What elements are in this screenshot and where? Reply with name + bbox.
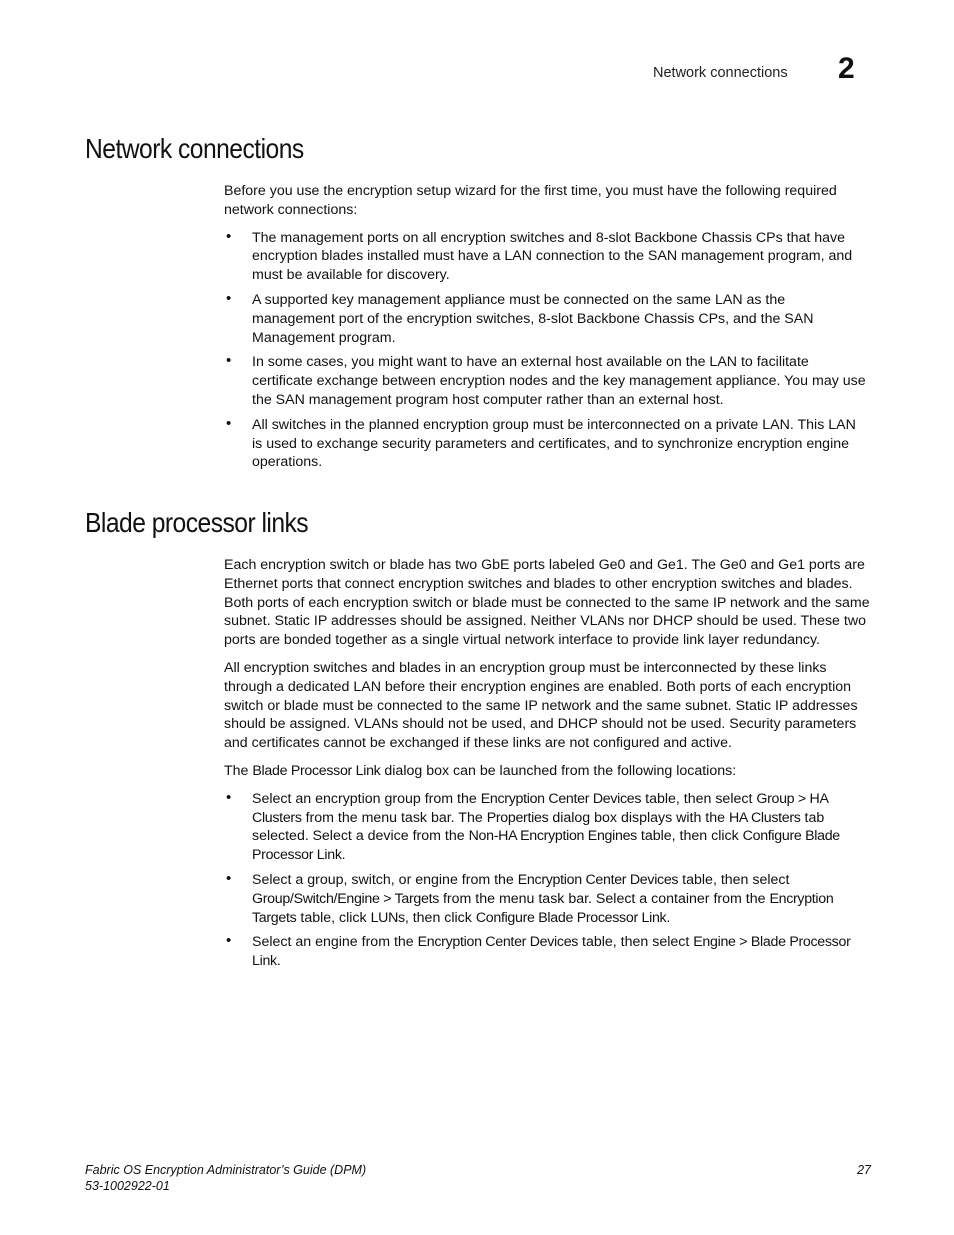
ui-term: Engine > Blade Processor Link bbox=[252, 934, 851, 970]
text: . bbox=[341, 847, 346, 864]
ui-term: Group > HA Clusters bbox=[252, 790, 828, 826]
list-item: • A supported key management appliance must be connected on the same LAN as the management port of the encryption switches, 8-slot Backbone Chassis CPs, and the SAN Management program. bbox=[224, 291, 870, 347]
paragraph: Each encryption switch or blade has two GbE ports labeled Ge0 and Ge1. The Ge0 and Ge1 ports are Ethernet ports that connect encryption switches and blades to other encryption switches and blades. Both ports of each encryption switch or blade must be connected to the same IP network and the same subnet. Static IP addresses should be assigned. Neither VLANs nor DHCP should be used. These two ports are bonded together as a single virtual network interface to provide link layer redundancy. bbox=[224, 557, 870, 649]
text: table, then select bbox=[641, 790, 757, 807]
paragraph: All encryption switches and blades in an encryption group must be interconnected by these links through a dedicated LAN before their encryption engines are enabled. Both ports of each encryption switch or blade must be connected to the same IP network and the same subnet. Static IP addresses should be assigned. VLANs should not be used, and DHCP should not be used. Security parameters and certificates cannot be exchanged if these links are not configured and active. bbox=[224, 659, 858, 752]
list-item bbox=[224, 933, 870, 971]
text: Select a device from the bbox=[308, 828, 469, 845]
locations-list bbox=[224, 790, 870, 971]
ui-term: . bbox=[304, 828, 309, 845]
paragraph bbox=[224, 762, 870, 781]
page-number: 27 bbox=[857, 1163, 871, 1177]
text: . bbox=[666, 909, 671, 926]
list-item: • In some cases, you might want to have an external host available on the LAN to facilitate certificate exchange between encryption nodes and the key management appliance. You may use the SAN management program host computer rather than an external host. bbox=[224, 353, 870, 409]
text: , then click bbox=[404, 909, 476, 926]
ui-term: Encryption Center Devices bbox=[480, 790, 642, 807]
ui-term: Encryption Center Devices bbox=[417, 934, 579, 951]
chapter-number: 2 bbox=[838, 52, 855, 85]
footer-doc-title: Fabric OS Encryption Administrator’s Guide (DPM) bbox=[85, 1163, 367, 1177]
text: table, then click bbox=[636, 828, 743, 845]
text: tab selected bbox=[252, 809, 825, 845]
ui-term: Configure Blade Processor Link bbox=[252, 828, 840, 864]
running-header-title: Network connections bbox=[653, 65, 788, 81]
text: Select an encryption group from the bbox=[252, 790, 481, 807]
text: table, then select bbox=[678, 871, 790, 888]
page-footer bbox=[85, 1162, 871, 1194]
text: Select a group, switch, or engine from the bbox=[252, 871, 518, 888]
section-heading-network-connections: Network connections bbox=[85, 133, 304, 164]
network-connections-body bbox=[224, 182, 870, 478]
intro-paragraph: Before you use the encryption setup wizard for the first time, you must have the following required network connections: bbox=[224, 183, 837, 218]
text: dialog box displays with the bbox=[548, 809, 729, 826]
ui-term: HA Clusters bbox=[728, 809, 801, 826]
blade-processor-body bbox=[224, 556, 870, 977]
requirements-list bbox=[224, 229, 870, 473]
section-heading-blade-processor-links: Blade processor links bbox=[85, 507, 309, 538]
ui-term: Encryption Targets bbox=[252, 890, 834, 926]
list-item: • The management ports on all encryption switches and 8-slot Backbone Chassis CPs that have encryption blades installed must have a LAN connection to the SAN management program, and must be available for discovery. bbox=[224, 229, 870, 285]
text: table, click bbox=[296, 909, 371, 926]
ui-term: LUNs bbox=[370, 909, 405, 926]
list-item bbox=[224, 871, 870, 927]
text: table, then select bbox=[578, 934, 694, 951]
footer-doc-number: 53-1002922-01 bbox=[85, 1179, 170, 1193]
ui-term: Properties bbox=[486, 809, 549, 826]
ui-term: Non-HA Encryption Engines bbox=[468, 828, 637, 845]
text: The bbox=[224, 762, 253, 779]
ui-term: Blade Processor Link bbox=[252, 762, 381, 779]
ui-term: Group/Switch/Engine > Targets bbox=[252, 890, 440, 907]
text: Select an engine from the bbox=[252, 934, 418, 951]
text: from the menu task bar. Select a container from the bbox=[439, 890, 770, 907]
ui-term: Configure Blade Processor Link bbox=[475, 909, 667, 926]
list-item bbox=[224, 790, 870, 865]
text: dialog box can be launched from the following locations: bbox=[380, 762, 737, 779]
text: . bbox=[276, 953, 281, 970]
text: from the menu task bar. The bbox=[301, 809, 487, 826]
list-item: • All switches in the planned encryption group must be interconnected on a private LAN. This LAN is used to exchange security parameters and certificates, and to synchronize encryption engine operations. bbox=[224, 416, 870, 472]
ui-term: Encryption Center Devices bbox=[517, 871, 679, 888]
